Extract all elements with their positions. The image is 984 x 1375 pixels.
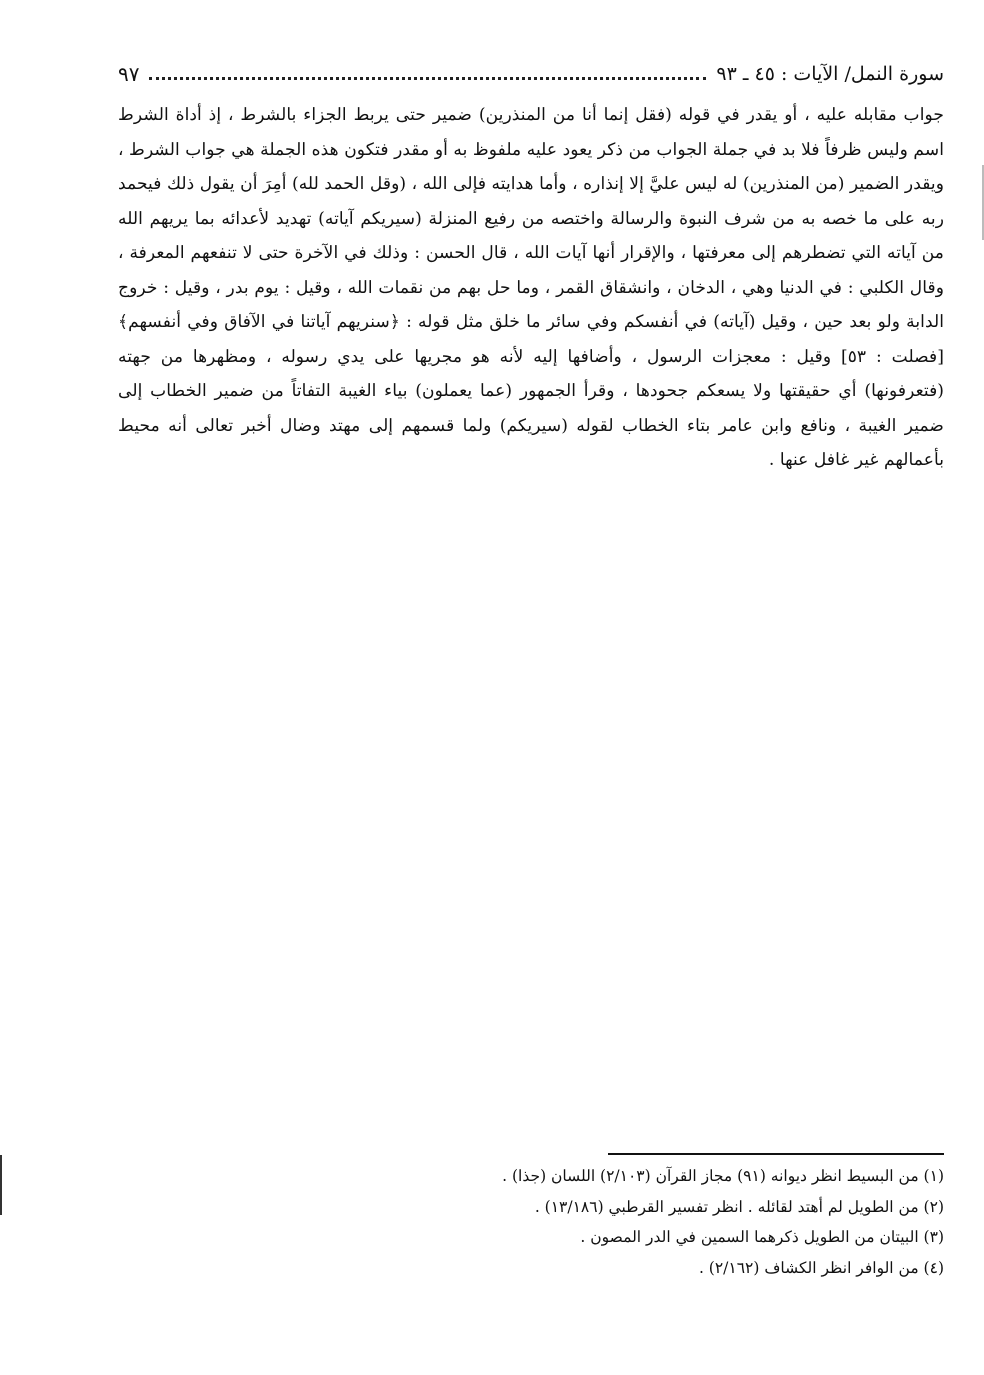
- page-number: ٩٧: [118, 62, 140, 86]
- footnotes: [430, 1161, 944, 1283]
- main-text: [118, 98, 944, 478]
- scan-edge-mark: [0, 1155, 2, 1215]
- chapter-title: سورة النمل/ الآيات : ٤٥ ـ ٩٣: [716, 63, 944, 85]
- footnote-separator: [608, 1153, 944, 1155]
- footnote-1: (١) من البسيط انظر ديوانه (٩١) مجاز القرآن (٢/١٠٣) اللسان (جذا) .: [502, 1167, 944, 1185]
- footnote-3: (٣) البيتان من الطويل ذكرهما السمين في الدر المصون .: [580, 1228, 944, 1246]
- footnote-2: (٢) من الطويل لم أهتد لقائله . انظر تفسير القرطبي (١٣/١٨٦) .: [534, 1197, 944, 1216]
- body-paragraph: جواب مقابله عليه ، أو يقدر في قوله (فقل إنما أنا من المنذرين) ضمير حتى يربط الجزاء بالشرط ، إذ أداة الشرط اسم وليس ظرفاً فلا بد في جملة الجواب من ذكر يعود عليه ملفوظ به أو مقدر فتكون هذه الجملة هي جواب الشرط ، ويقدر الضمير (من المنذرين) له ليس عليَّ إلا إنذاره ، وأما هدايته فإلى الله ، (وقل الحمد لله) أمِرَ أن يقول ذلك فيحمد ربه على ما خصه به من شرف النبوة والرسالة واختصه من رفيع المنزلة (سيريكم آياته) تهديد لأعدائه بما يريهم الله من آياته التي تضطرهم إلى معرفتها ، والإقرار أنها آيات الله ، قال الحسن : وذلك في الآخرة حتى لا تنفعهم المعرفة ، وقال الكلبي : في الدنيا وهي ، الدخان ، وانشقاق القمر ، وما حل بهم من نقمات الله ، وقيل : يوم بدر ، وقيل : خروج الدابة ولو بعد حين ، وقيل (آياته) في أنفسكم وفي سائر ما خلق مثل قوله : ﴿سنريهم آياتنا في الآفاق وفي أنفسهم﴾ [فصلت : ٥٣] وقيل : معجزات الرسول ، وأضافها إليه لأنه هو مجريها على يدي رسوله ، ومظهرها من جهته (فتعرفونها) أي حقيقتها ولا يسعكم جحودها ، وقرأ الجمهور (عما يعملون) بياء الغيبة التفاتاً من ضمير الخطاب إلى ضمير الغيبة ، ونافع وابن عامر بتاء الخطاب لقوله (سيريكم) ولما قسمهم إلى مهتد وضال أخبر تعالى أنه محيط بأعمالهم غير غافل عنها .: [118, 105, 944, 470]
- footnote-4: (٤) من الوافر انظر الكشاف (٢/١٦٢) .: [698, 1258, 944, 1277]
- page-header: [118, 58, 944, 90]
- leader-dots: [149, 77, 706, 80]
